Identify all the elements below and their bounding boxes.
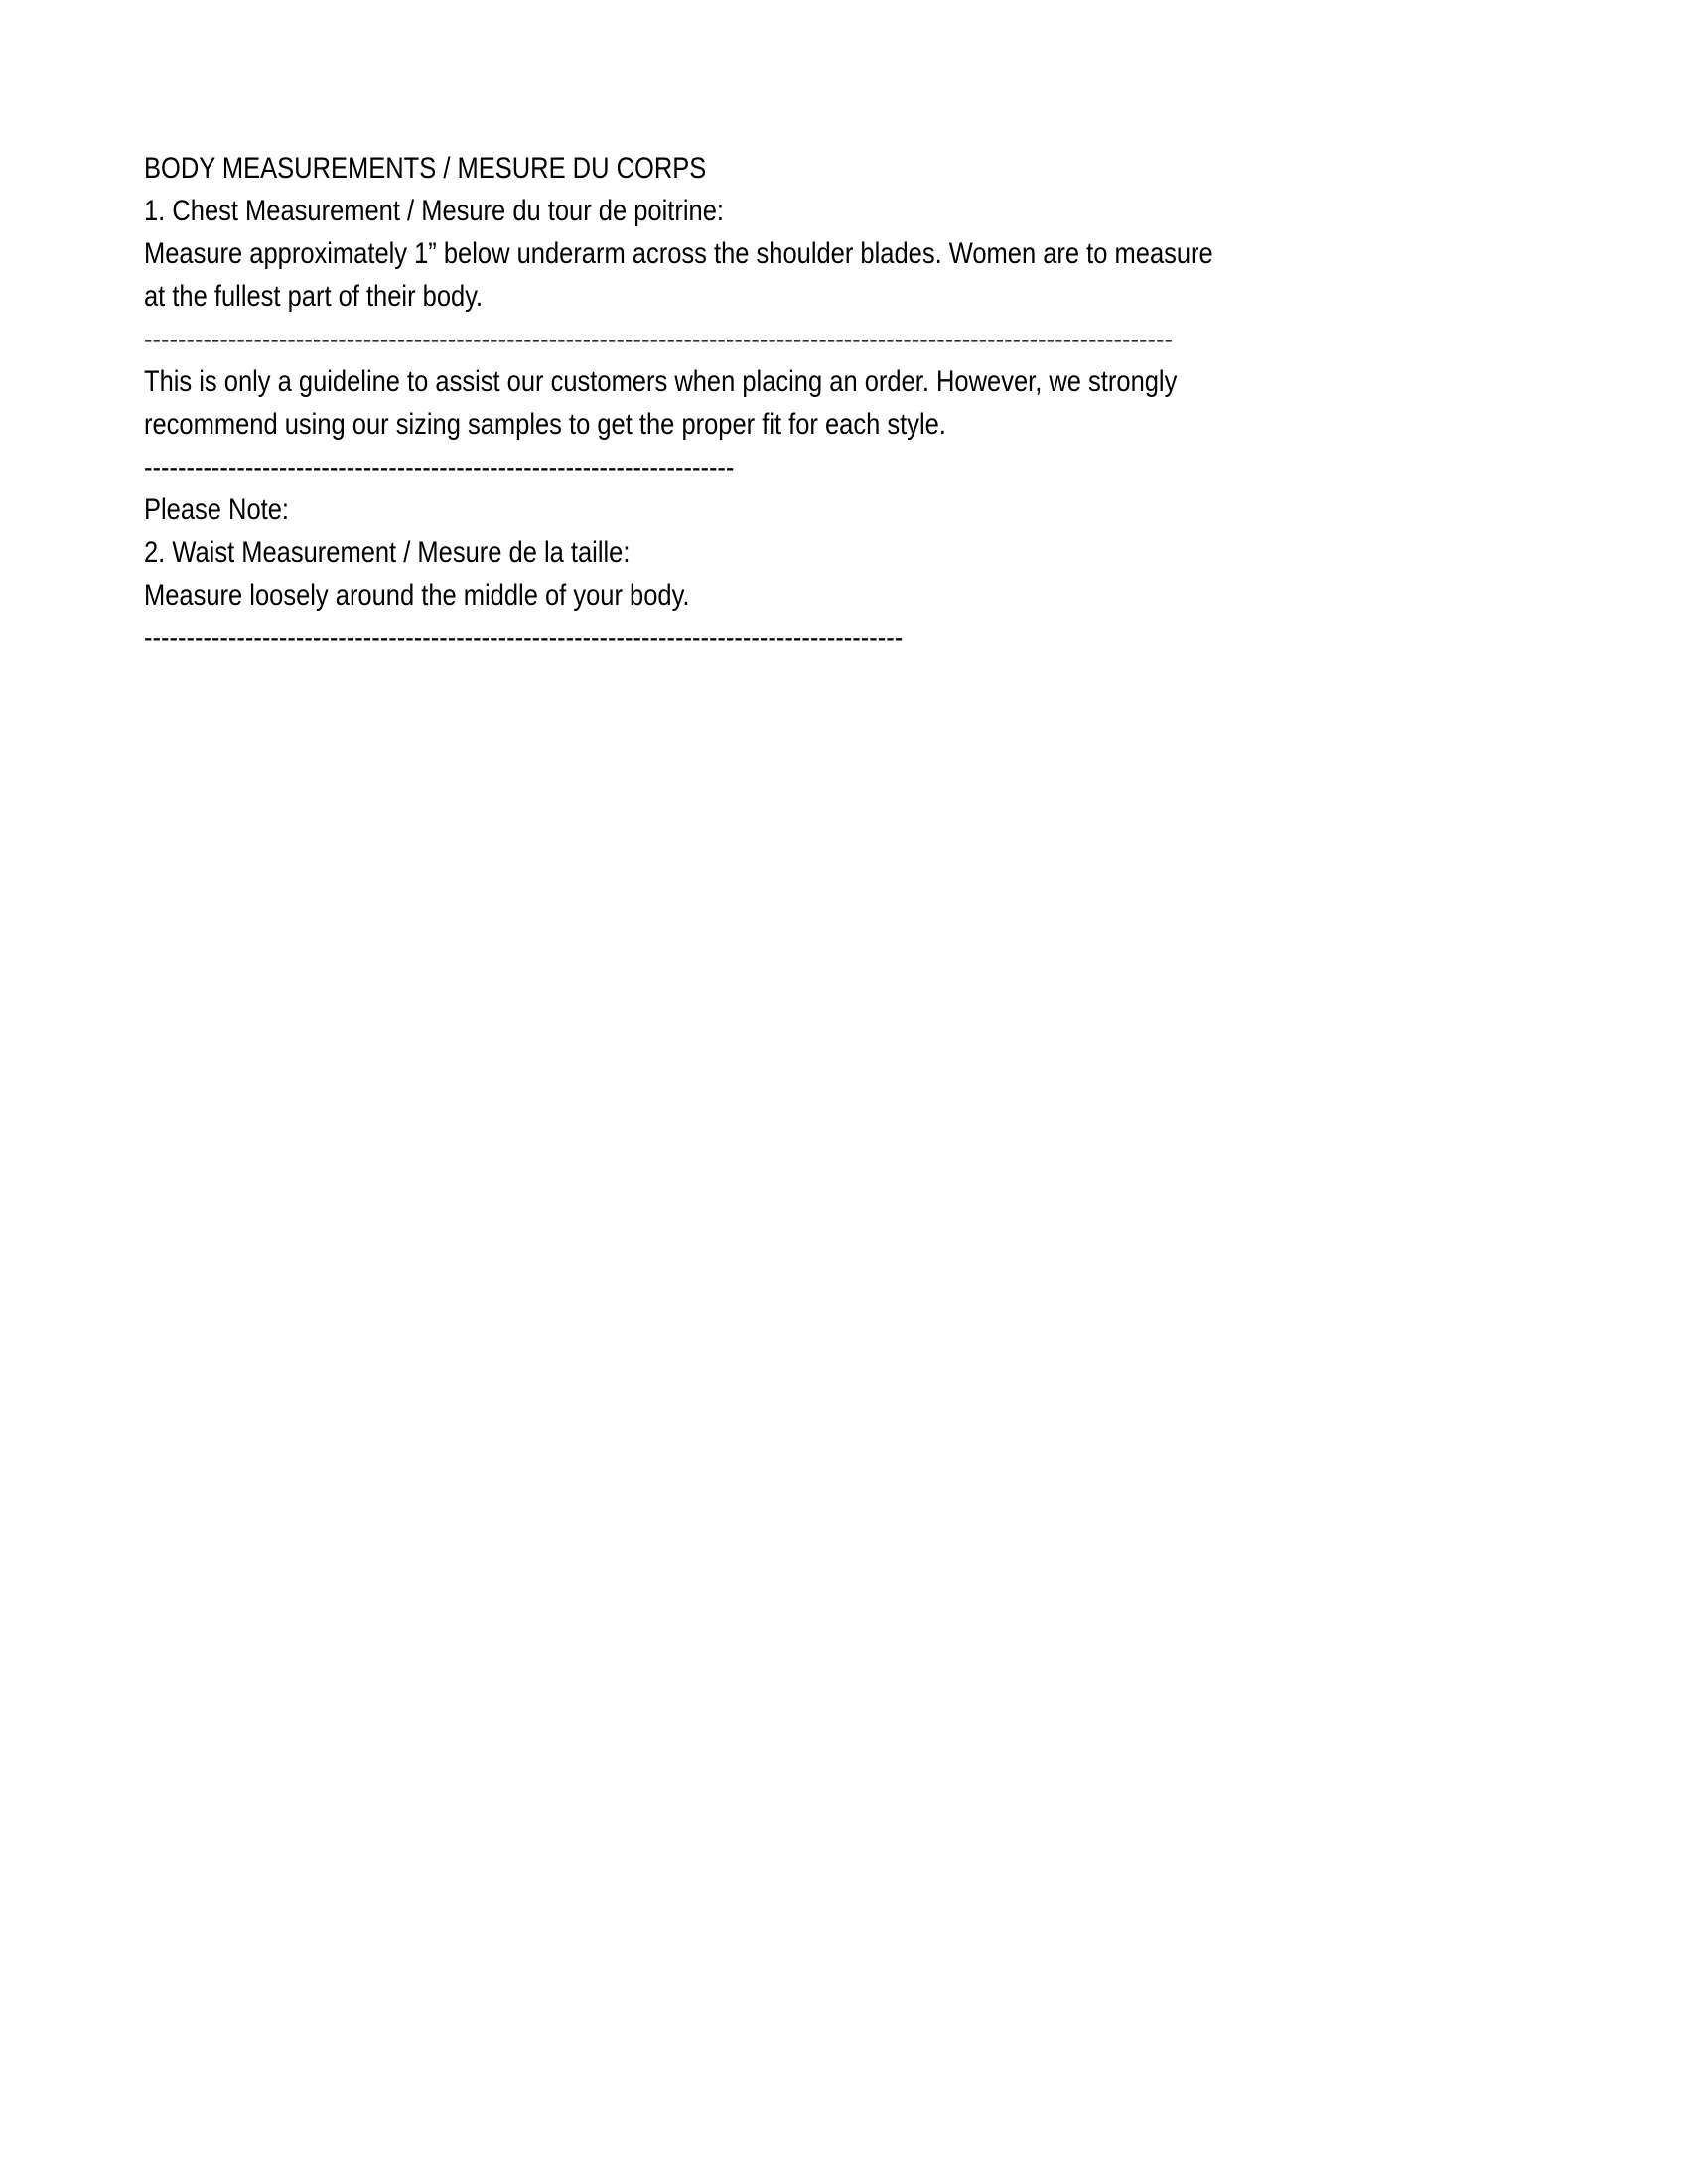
- section1-heading: 1. Chest Measurement / Mesure du tour de poitrine:: [144, 195, 724, 227]
- divider-3: ------------------------------------------------------------------------------------------: [144, 621, 904, 654]
- section1-body-line1: Measure approximately 1” below underarm across the shoulder blades. Women are to measure: [144, 237, 1213, 270]
- guideline-note-line1: This is only a guideline to assist our customers when placing an order. However, we strongly: [144, 365, 1178, 398]
- document-content: [144, 147, 1680, 659]
- doc-title: BODY MEASUREMENTS / MESURE DU CORPS: [144, 152, 707, 185]
- divider-1: --------------------------------------------------------------------------------------------------------------------------: [144, 323, 1173, 355]
- divider-2: ----------------------------------------------------------------------: [144, 451, 735, 483]
- guideline-note-line2: recommend using our sizing samples to get the proper fit for each style.: [144, 408, 946, 441]
- section2-heading: 2. Waist Measurement / Mesure de la taille:: [144, 536, 631, 569]
- section2-body: Measure loosely around the middle of your body.: [144, 579, 690, 612]
- section1-body-line2: at the fullest part of their body.: [144, 280, 484, 313]
- please-note-heading: Please Note:: [144, 493, 290, 526]
